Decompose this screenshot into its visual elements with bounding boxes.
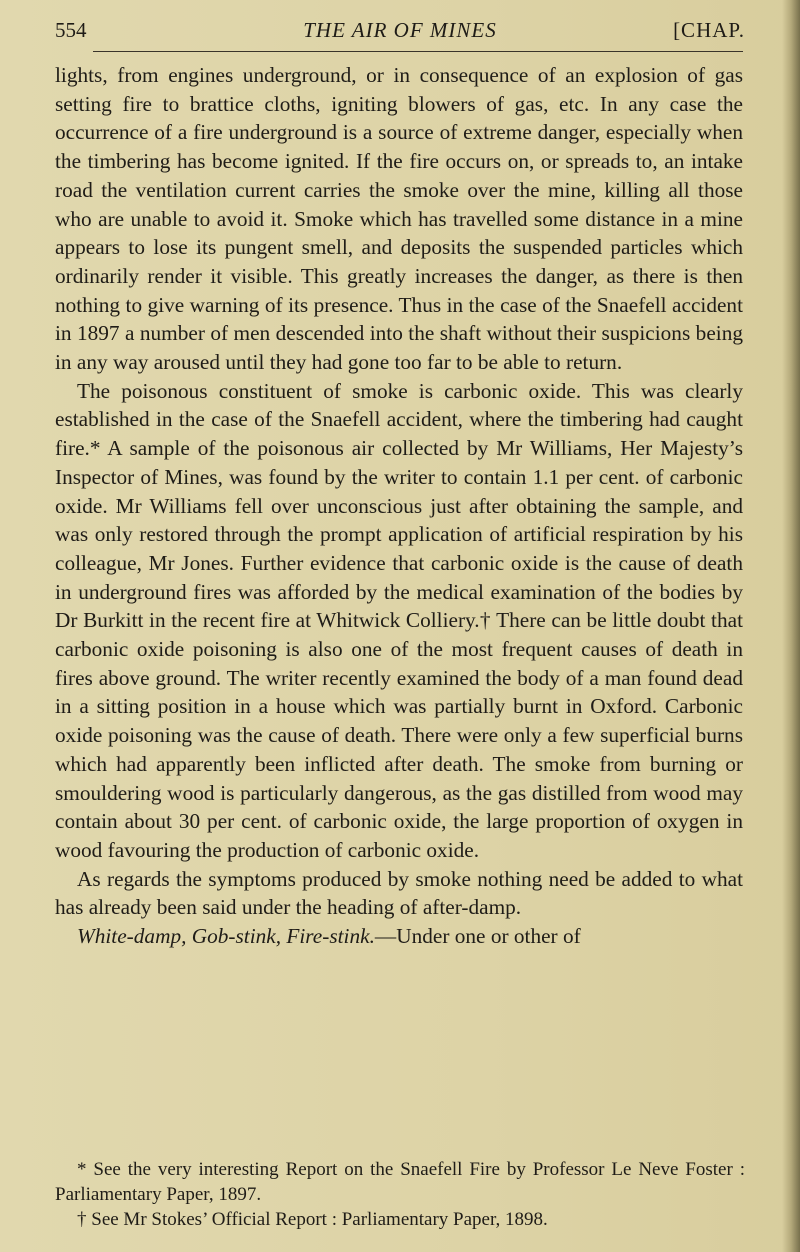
page-edge-shadow bbox=[782, 0, 800, 1252]
footnote-1: * See the very interesting Report on the Snaefell Fire by Professor Le Neve Foster : Parliamentary Paper, 1897. bbox=[55, 1159, 745, 1205]
paragraph-4 bbox=[55, 922, 743, 951]
body-text bbox=[55, 61, 743, 951]
running-title: THE AIR OF MINES bbox=[303, 18, 497, 42]
paragraph-3: As regards the symptoms produced by smoke nothing need be added to what has already been said under the heading of after-damp. bbox=[55, 866, 743, 920]
footnote-2: † See Mr Stokes’ Official Report : Parliamentary Paper, 1898. bbox=[77, 1209, 548, 1230]
running-header bbox=[55, 18, 745, 48]
paragraph-1: lights, from engines underground, or in consequence of an explosion of gas setting fire to brattice cloths, igniting blowers of gas, etc. In any case the occurrence of a fire underground is a source of extreme danger, especially when the timbering has become ignited. If the fire occurs on, or spreads to, an intake road the ventilation current carries the smoke over the mine, killing all those who are unable to avoid it. Smoke which has travelled some distance in a mine appears to lose its pungent smell, and deposits the suspended particles which ordinarily render it visible. This greatly increases the danger, as there is then nothing to give warning of its presence. Thus in the case of the Snaefell accident in 1897 a number of men descended into the shaft without their suspicions being in any way aroused until they had gone too far to be able to return. bbox=[55, 63, 743, 375]
paragraph-4-text: —Under one or other of bbox=[374, 924, 581, 949]
paragraph-2: The poisonous constituent of smoke is carbonic oxide. This was clearly established in the case of the Snaefell accident, where the timbering had caught fire.* A sample of the poisonous air collected by Mr Williams, Her Majesty’s Inspector of Mines, was found by the writer to contain 1.1 per cent. of carbonic oxide. Mr Williams fell over unconscious just after obtaining the sample, and was only restored through the prompt application of artificial respiration by his colleague, Mr Jones. Further evidence that carbonic oxide is the cause of death in underground fires was afforded by the medical examination of the bodies by Dr Burkitt in the recent fire at Whitwick Colliery.† There can be little doubt that carbonic oxide poisoning is also one of the most frequent causes of death in fires above ground. The writer recently examined the body of a man found dead in a sitting position in a house which was partially burnt in Oxford. Carbonic oxide poisoning was the cause of death. There were only a few superficial burns which had apparently been inflicted after death. The smoke from burning or smouldering wood is particularly dangerous, as the gas distilled from wood may contain about 30 per cent. of carbonic oxide, the large proportion of oxygen in wood favouring the production of carbonic oxide. bbox=[55, 378, 743, 862]
chapter-marker: [CHAP. bbox=[673, 18, 745, 42]
section-heading: White-damp, Gob-stink, Fire-stink. bbox=[77, 924, 375, 949]
footnotes bbox=[55, 1157, 745, 1232]
header-rule bbox=[93, 51, 743, 52]
page-number: 554 bbox=[55, 18, 87, 42]
